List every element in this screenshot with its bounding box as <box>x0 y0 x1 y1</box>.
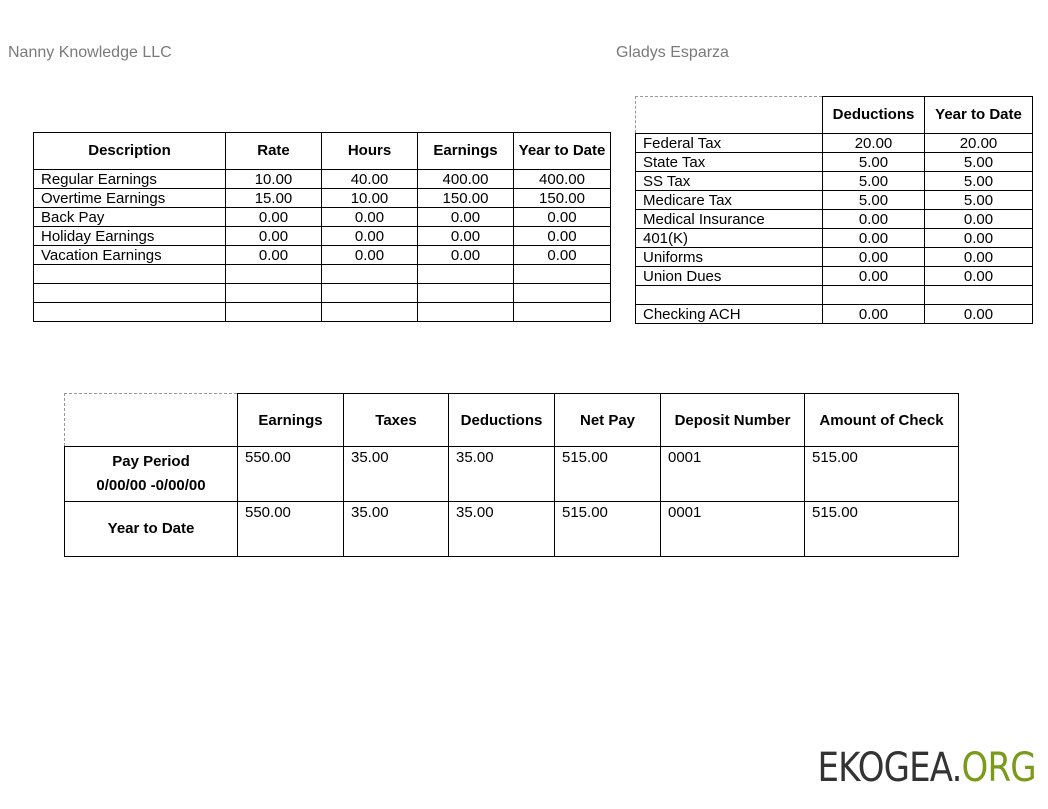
earnings-cell-ytd: 400.00 <box>514 170 611 189</box>
employee-name: Gladys Esparza <box>616 44 729 61</box>
earnings-cell-description <box>34 265 226 284</box>
summary-col-net-pay: Net Pay <box>555 394 661 447</box>
deductions-cell-description: Medical Insurance <box>636 210 823 229</box>
deductions-cell-amount <box>823 286 925 305</box>
deductions-row <box>636 286 1033 305</box>
earnings-cell-earnings: 0.00 <box>418 246 514 265</box>
deductions-row <box>636 153 1033 172</box>
earnings-row <box>34 284 611 303</box>
deductions-cell-amount: 0.00 <box>823 210 925 229</box>
deductions-col-blank <box>636 97 823 134</box>
earnings-cell-hours <box>322 303 418 322</box>
pay-period-taxes: 35.00 <box>344 447 449 502</box>
deductions-header-row <box>636 97 1033 134</box>
deductions-cell-description: Medicare Tax <box>636 191 823 210</box>
deductions-cell-description: Checking ACH <box>636 305 823 324</box>
earnings-cell-ytd: 0.00 <box>514 208 611 227</box>
earnings-cell-earnings <box>418 284 514 303</box>
deductions-row <box>636 267 1033 286</box>
deductions-row <box>636 229 1033 248</box>
deductions-cell-amount: 0.00 <box>823 305 925 324</box>
pay-period-deductions: 35.00 <box>449 447 555 502</box>
pay-period-earnings: 550.00 <box>238 447 344 502</box>
deductions-row <box>636 134 1033 153</box>
summary-col-taxes: Taxes <box>344 394 449 447</box>
ytd-label: Year to Date <box>65 502 238 557</box>
earnings-cell-hours <box>322 265 418 284</box>
ytd-deposit-number: 0001 <box>661 502 805 557</box>
deductions-cell-description: 401(K) <box>636 229 823 248</box>
earnings-col-ytd: Year to Date <box>514 133 611 170</box>
ytd-earnings: 550.00 <box>238 502 344 557</box>
pay-period-cell <box>65 447 238 502</box>
deductions-cell-ytd <box>925 286 1033 305</box>
logo-text-org: ORG <box>961 745 1036 791</box>
deductions-cell-description: State Tax <box>636 153 823 172</box>
deductions-cell-amount: 0.00 <box>823 267 925 286</box>
deductions-row <box>636 248 1033 267</box>
deductions-cell-amount: 5.00 <box>823 191 925 210</box>
summary-row-ytd <box>65 502 959 557</box>
deductions-col-deductions: Deductions <box>823 97 925 134</box>
earnings-cell-earnings: 400.00 <box>418 170 514 189</box>
deductions-cell-description: Union Dues <box>636 267 823 286</box>
pay-period-range: 0/00/00 -0/00/00 <box>96 477 206 494</box>
earnings-cell-hours: 0.00 <box>322 208 418 227</box>
earnings-col-rate: Rate <box>226 133 322 170</box>
earnings-cell-description <box>34 303 226 322</box>
ytd-net-pay: 515.00 <box>555 502 661 557</box>
deductions-row <box>636 172 1033 191</box>
earnings-cell-description: Holiday Earnings <box>34 227 226 246</box>
earnings-row <box>34 189 611 208</box>
earnings-cell-description: Vacation Earnings <box>34 246 226 265</box>
deductions-cell-description <box>636 286 823 305</box>
earnings-col-hours: Hours <box>322 133 418 170</box>
earnings-cell-ytd: 0.00 <box>514 246 611 265</box>
earnings-cell-earnings: 0.00 <box>418 227 514 246</box>
deductions-cell-description: SS Tax <box>636 172 823 191</box>
earnings-cell-earnings: 150.00 <box>418 189 514 208</box>
deductions-cell-ytd: 20.00 <box>925 134 1033 153</box>
earnings-cell-ytd <box>514 265 611 284</box>
earnings-cell-hours: 10.00 <box>322 189 418 208</box>
summary-col-blank <box>65 394 238 447</box>
pay-period-amount-of-check: 515.00 <box>805 447 959 502</box>
earnings-cell-rate <box>226 284 322 303</box>
pay-period-label: Pay Period <box>112 453 190 470</box>
deductions-cell-ytd: 5.00 <box>925 191 1033 210</box>
deductions-cell-amount: 0.00 <box>823 248 925 267</box>
earnings-cell-rate <box>226 265 322 284</box>
deductions-cell-ytd: 0.00 <box>925 267 1033 286</box>
deductions-cell-amount: 20.00 <box>823 134 925 153</box>
earnings-cell-hours: 0.00 <box>322 246 418 265</box>
ekogea-logo <box>818 745 1036 791</box>
deductions-row <box>636 305 1033 324</box>
deductions-cell-ytd: 5.00 <box>925 172 1033 191</box>
summary-col-earnings: Earnings <box>238 394 344 447</box>
earnings-row <box>34 303 611 322</box>
deductions-cell-description: Uniforms <box>636 248 823 267</box>
earnings-row <box>34 265 611 284</box>
logo-text-main: EKOGEA. <box>817 745 962 791</box>
deductions-cell-ytd: 0.00 <box>925 210 1033 229</box>
earnings-cell-earnings <box>418 303 514 322</box>
earnings-row <box>34 227 611 246</box>
summary-col-deposit-number: Deposit Number <box>661 394 805 447</box>
deductions-row <box>636 191 1033 210</box>
earnings-cell-ytd: 0.00 <box>514 227 611 246</box>
deductions-cell-amount: 0.00 <box>823 229 925 248</box>
earnings-cell-ytd: 150.00 <box>514 189 611 208</box>
deductions-cell-ytd: 0.00 <box>925 229 1033 248</box>
ytd-taxes: 35.00 <box>344 502 449 557</box>
earnings-cell-ytd <box>514 284 611 303</box>
ytd-deductions: 35.00 <box>449 502 555 557</box>
earnings-cell-rate: 0.00 <box>226 246 322 265</box>
earnings-cell-description <box>34 284 226 303</box>
earnings-col-description: Description <box>34 133 226 170</box>
earnings-cell-rate: 15.00 <box>226 189 322 208</box>
earnings-cell-hours <box>322 284 418 303</box>
earnings-header-row <box>34 133 611 170</box>
pay-period-net-pay: 515.00 <box>555 447 661 502</box>
deductions-col-ytd: Year to Date <box>925 97 1033 134</box>
earnings-cell-rate: 10.00 <box>226 170 322 189</box>
earnings-cell-rate <box>226 303 322 322</box>
deductions-table <box>635 96 1033 324</box>
earnings-cell-description: Overtime Earnings <box>34 189 226 208</box>
earnings-row <box>34 246 611 265</box>
summary-row-pay-period <box>65 447 959 502</box>
summary-col-deductions: Deductions <box>449 394 555 447</box>
earnings-cell-description: Back Pay <box>34 208 226 227</box>
earnings-cell-hours: 0.00 <box>322 227 418 246</box>
earnings-cell-rate: 0.00 <box>226 208 322 227</box>
summary-header-row <box>65 394 959 447</box>
earnings-cell-earnings: 0.00 <box>418 208 514 227</box>
earnings-row <box>34 170 611 189</box>
summary-col-amount-of-check: Amount of Check <box>805 394 959 447</box>
deductions-cell-amount: 5.00 <box>823 153 925 172</box>
deductions-cell-ytd: 5.00 <box>925 153 1033 172</box>
earnings-col-earnings: Earnings <box>418 133 514 170</box>
ytd-amount-of-check: 515.00 <box>805 502 959 557</box>
earnings-table <box>33 132 611 322</box>
deductions-cell-ytd: 0.00 <box>925 248 1033 267</box>
deductions-cell-amount: 5.00 <box>823 172 925 191</box>
deductions-cell-ytd: 0.00 <box>925 305 1033 324</box>
deductions-row <box>636 210 1033 229</box>
earnings-row <box>34 208 611 227</box>
company-name: Nanny Knowledge LLC <box>8 44 172 61</box>
earnings-cell-rate: 0.00 <box>226 227 322 246</box>
earnings-cell-description: Regular Earnings <box>34 170 226 189</box>
earnings-cell-hours: 40.00 <box>322 170 418 189</box>
pay-period-deposit-number: 0001 <box>661 447 805 502</box>
earnings-cell-ytd <box>514 303 611 322</box>
earnings-cell-earnings <box>418 265 514 284</box>
summary-table <box>64 393 959 557</box>
deductions-cell-description: Federal Tax <box>636 134 823 153</box>
